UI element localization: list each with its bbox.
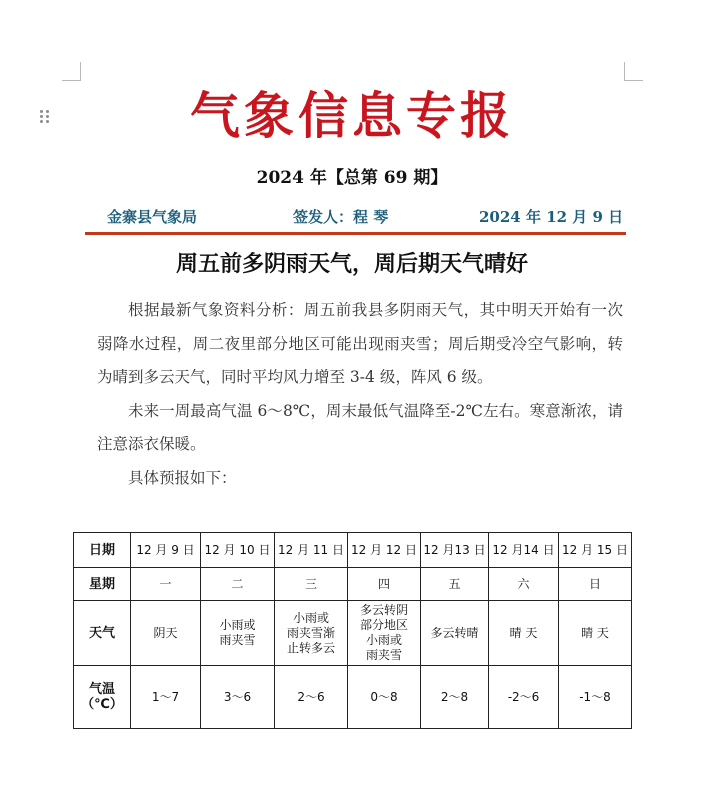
weekday-cell: 五: [421, 568, 489, 601]
weather-cell: 小雨或 雨夹雪渐 止转多云: [275, 601, 348, 666]
temperature-cell: 1～7: [131, 666, 201, 729]
weather-cell: 晴 天: [559, 601, 632, 666]
issue-number: 2024 年【总第 69 期】: [256, 168, 448, 188]
issuing-organization: 金寨县气象局: [107, 208, 198, 226]
weekday-cell: 六: [489, 568, 559, 601]
table-row-weather: [74, 601, 632, 666]
weekday-cell: 日: [559, 568, 632, 601]
temperature-cell: 0～8: [348, 666, 421, 729]
header-divider: [85, 232, 626, 235]
temperature-unit: （℃）: [81, 697, 123, 712]
temperature-cell: 2～8: [421, 666, 489, 729]
body-text: [97, 294, 623, 496]
weather-cell: 多云转阴 部分地区 小雨或 雨夹雪: [348, 601, 421, 666]
row-header-temperature: [74, 666, 131, 729]
page-corner-mark-top-left: [62, 62, 81, 81]
paragraph: 根据最新气象资料分析：周五前我县多阴雨天气，其中明天开始有一次弱降水过程，周二夜里部分地区可能出现雨夹雪；周后期受冷空气影响，转为晴到多云天气，同时平均风力增至 3-4 级，阵风 6 级。: [97, 301, 623, 387]
temperature-label: 气温: [88, 682, 115, 697]
temperature-cell: 3～6: [201, 666, 275, 729]
document-title: 气象信息专报: [190, 86, 514, 145]
signer: 签发人：程 琴: [293, 208, 389, 226]
date-cell: 12 月 12 日: [348, 533, 421, 568]
date-cell: 12 月 11 日: [275, 533, 348, 568]
document-header-line: [87, 205, 625, 229]
page-corner-mark-top-right: [624, 62, 643, 81]
weather-cell: 晴 天: [489, 601, 559, 666]
weather-cell: 小雨或 雨夹雪: [201, 601, 275, 666]
weekday-cell: 一: [131, 568, 201, 601]
paragraph: 具体预报如下：: [128, 468, 237, 487]
table-row-dates: [74, 533, 632, 568]
date-cell: 12 月13 日: [421, 533, 489, 568]
row-header-weekday: 星期: [74, 568, 131, 601]
weather-cell: 多云转晴: [421, 601, 489, 666]
row-header-date: 日期: [74, 533, 131, 568]
weekday-cell: 二: [201, 568, 275, 601]
date-cell: 12 月14 日: [489, 533, 559, 568]
weekday-cell: 三: [275, 568, 348, 601]
forecast-table: [73, 532, 632, 729]
temperature-cell: -2～6: [489, 666, 559, 729]
weather-cell: 阴天: [131, 601, 201, 666]
temperature-cell: -1～8: [559, 666, 632, 729]
table-row-temperature: [74, 666, 632, 729]
date-cell: 12 月 15 日: [559, 533, 632, 568]
issue-date: 2024 年 12 月 9 日: [479, 208, 624, 226]
paragraph: 未来一周最高气温 6～8℃，周末最低气温降至-2℃左右。寒意渐浓，请注意添衣保暖。: [97, 401, 623, 454]
table-row-weekdays: [74, 568, 632, 601]
weekday-cell: 四: [348, 568, 421, 601]
date-cell: 12 月 10 日: [201, 533, 275, 568]
temperature-cell: 2～6: [275, 666, 348, 729]
headline: 周五前多阴雨天气，周后期天气晴好: [175, 251, 528, 277]
date-cell: 12 月 9 日: [131, 533, 201, 568]
row-header-weather: 天气: [74, 601, 131, 666]
